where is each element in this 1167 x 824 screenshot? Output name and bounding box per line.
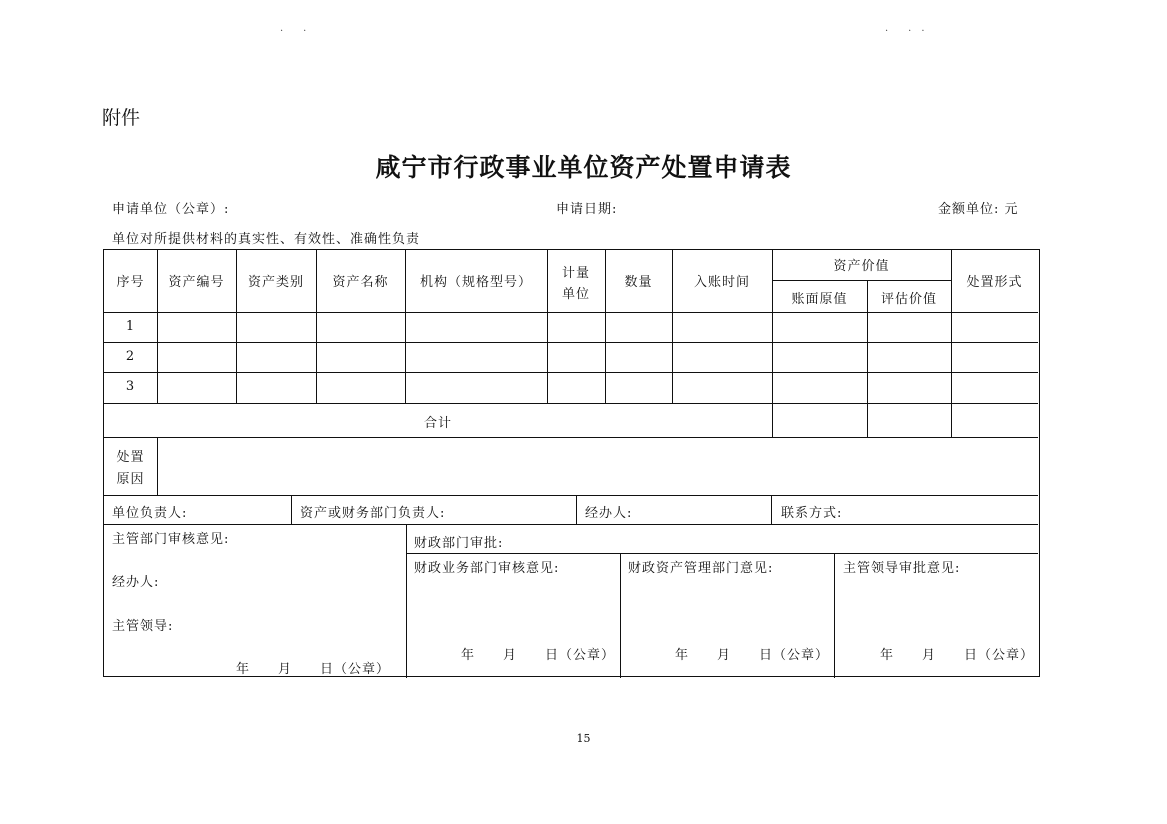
amount-unit-label: 金额单位: 元 xyxy=(938,202,1019,217)
row-number: 2 xyxy=(125,349,136,364)
header-disposal-form: 处置形式 xyxy=(966,275,1023,290)
date-stamp: 年 月 日（公章） xyxy=(880,648,1035,663)
header-asset-name: 资产名称 xyxy=(332,275,389,290)
reason-label-line2: 原因 xyxy=(116,472,145,487)
finance-business-opinion-label: 财政业务部门审核意见: xyxy=(414,561,560,576)
supervisor-leader-label: 主管领导: xyxy=(112,619,174,634)
scan-speck: · · · xyxy=(885,26,925,37)
document-title: 咸宁市行政事业单位资产处置申请表 xyxy=(375,153,792,182)
reason-label-line1: 处置 xyxy=(116,450,145,465)
contact-label: 联系方式: xyxy=(781,506,843,521)
header-model: 机构（规格型号） xyxy=(419,275,532,290)
header-asset-category: 资产类别 xyxy=(247,275,304,290)
total-label: 合计 xyxy=(423,416,452,431)
scan-speck: · · xyxy=(280,26,307,37)
header-asset-value: 资产价值 xyxy=(833,259,890,274)
supervisor-handler-label: 经办人: xyxy=(112,575,160,590)
supervisor-date-stamp: 年 月 日（公章） xyxy=(236,662,391,677)
header-unit-line2: 单位 xyxy=(561,287,590,302)
disposal-application-table xyxy=(103,249,1040,677)
finance-asset-opinion-label: 财政资产管理部门意见: xyxy=(628,561,774,576)
header-book-value: 账面原值 xyxy=(791,292,848,307)
annex-label: 附件 xyxy=(102,107,141,129)
leader-approval-opinion-label: 主管领导审批意见: xyxy=(843,561,961,576)
finance-approval-label: 财政部门审批: xyxy=(414,536,504,551)
header-seq: 序号 xyxy=(116,275,145,290)
date-stamp: 年 月 日（公章） xyxy=(461,648,616,663)
date-stamp: 年 月 日（公章） xyxy=(675,648,830,663)
row-number: 3 xyxy=(125,379,136,394)
header-assessed-value: 评估价值 xyxy=(880,292,937,307)
row-number: 1 xyxy=(125,319,136,334)
header-quantity: 数量 xyxy=(624,275,653,290)
header-unit-line1: 计量 xyxy=(561,266,590,281)
responsibility-note: 单位对所提供材料的真实性、有效性、准确性负责 xyxy=(112,232,421,247)
asset-dept-leader-label: 资产或财务部门负责人: xyxy=(300,506,446,521)
applicant-unit-label: 申请单位（公章）: xyxy=(112,202,230,217)
apply-date-label: 申请日期: xyxy=(556,202,618,217)
header-asset-code: 资产编号 xyxy=(168,275,225,290)
page-number: 15 xyxy=(576,732,591,745)
handler-label: 经办人: xyxy=(585,506,633,521)
unit-leader-label: 单位负责人: xyxy=(112,506,188,521)
supervisor-opinion-label: 主管部门审核意见: xyxy=(112,532,230,547)
header-entry-time: 入账时间 xyxy=(693,275,750,290)
